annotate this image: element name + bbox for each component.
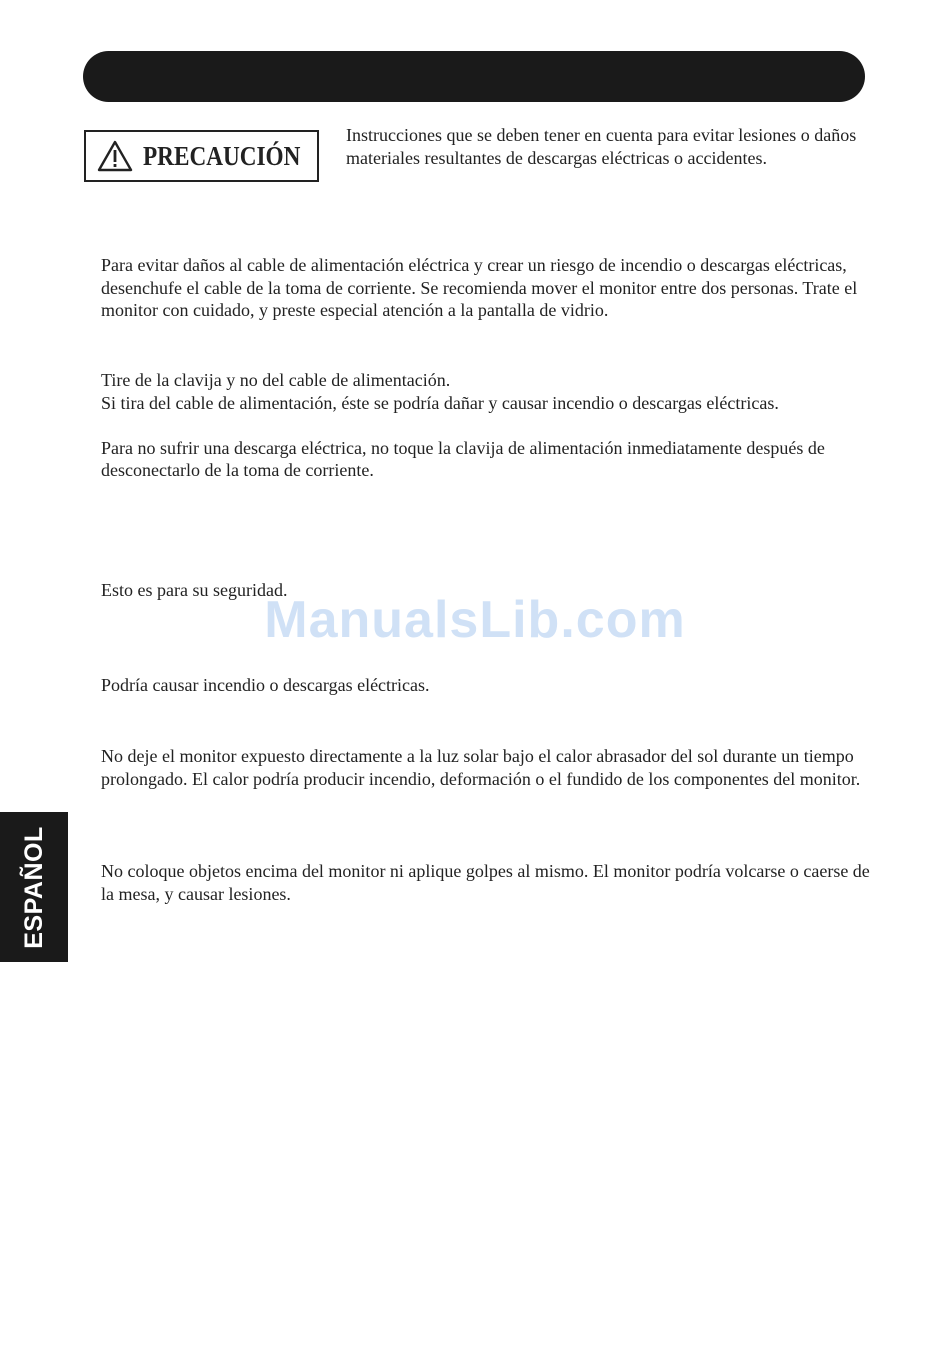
paragraph-safety: Esto es para su seguridad. — [101, 580, 288, 600]
paragraph-sunlight: No deje el monitor expuesto directamente a la luz solar bajo el calor abrasador del sol durante un tiempo prolongado. El calor podría producir incendio, deformación o el fundido de los componentes del monitor. — [101, 746, 861, 789]
paragraph-cable-damage: Si tira del cable de alimentación, éste se podría dañar y causar incendio o descargas eléctricas. — [101, 392, 779, 413]
paragraph-pull-plug: Tire de la clavija y no del cable de alimentación. — [101, 370, 451, 390]
language-label: ESPAÑOL — [19, 825, 48, 949]
caution-box — [84, 130, 319, 182]
paragraph-power-cable: Para evitar daños al cable de alimentación eléctrica y crear un riesgo de incendio o descargas eléctricas, desenchufe el cable de la toma de corriente. Se recomienda mover el monitor entre dos personas. Trate el monitor con cuidado, y preste especial atención a la pantalla de vidrio. — [101, 255, 858, 320]
caution-label: PRECAUCIÓN — [142, 140, 301, 171]
caution-description: Instrucciones que se deben tener en cuenta para evitar lesiones o daños materiales resultantes de descargas eléctricas o accidentes. — [346, 125, 857, 168]
language-side-tab — [0, 812, 68, 962]
section-header-bar — [83, 51, 865, 102]
paragraph-objects: No coloque objetos encima del monitor ni aplique golpes al mismo. El monitor podría volcarse o caerse de la mesa, y causar lesiones. — [101, 861, 870, 904]
paragraph-electric-shock: Para no sufrir una descarga eléctrica, no toque la clavija de alimentación inmediatamente después de desconectarlo de la toma de corriente. — [101, 437, 825, 480]
warning-triangle-icon — [97, 140, 133, 172]
paragraph-fire-risk: Podría causar incendio o descargas eléctricas. — [101, 675, 430, 695]
watermark: ManualsLib.com — [264, 591, 686, 649]
